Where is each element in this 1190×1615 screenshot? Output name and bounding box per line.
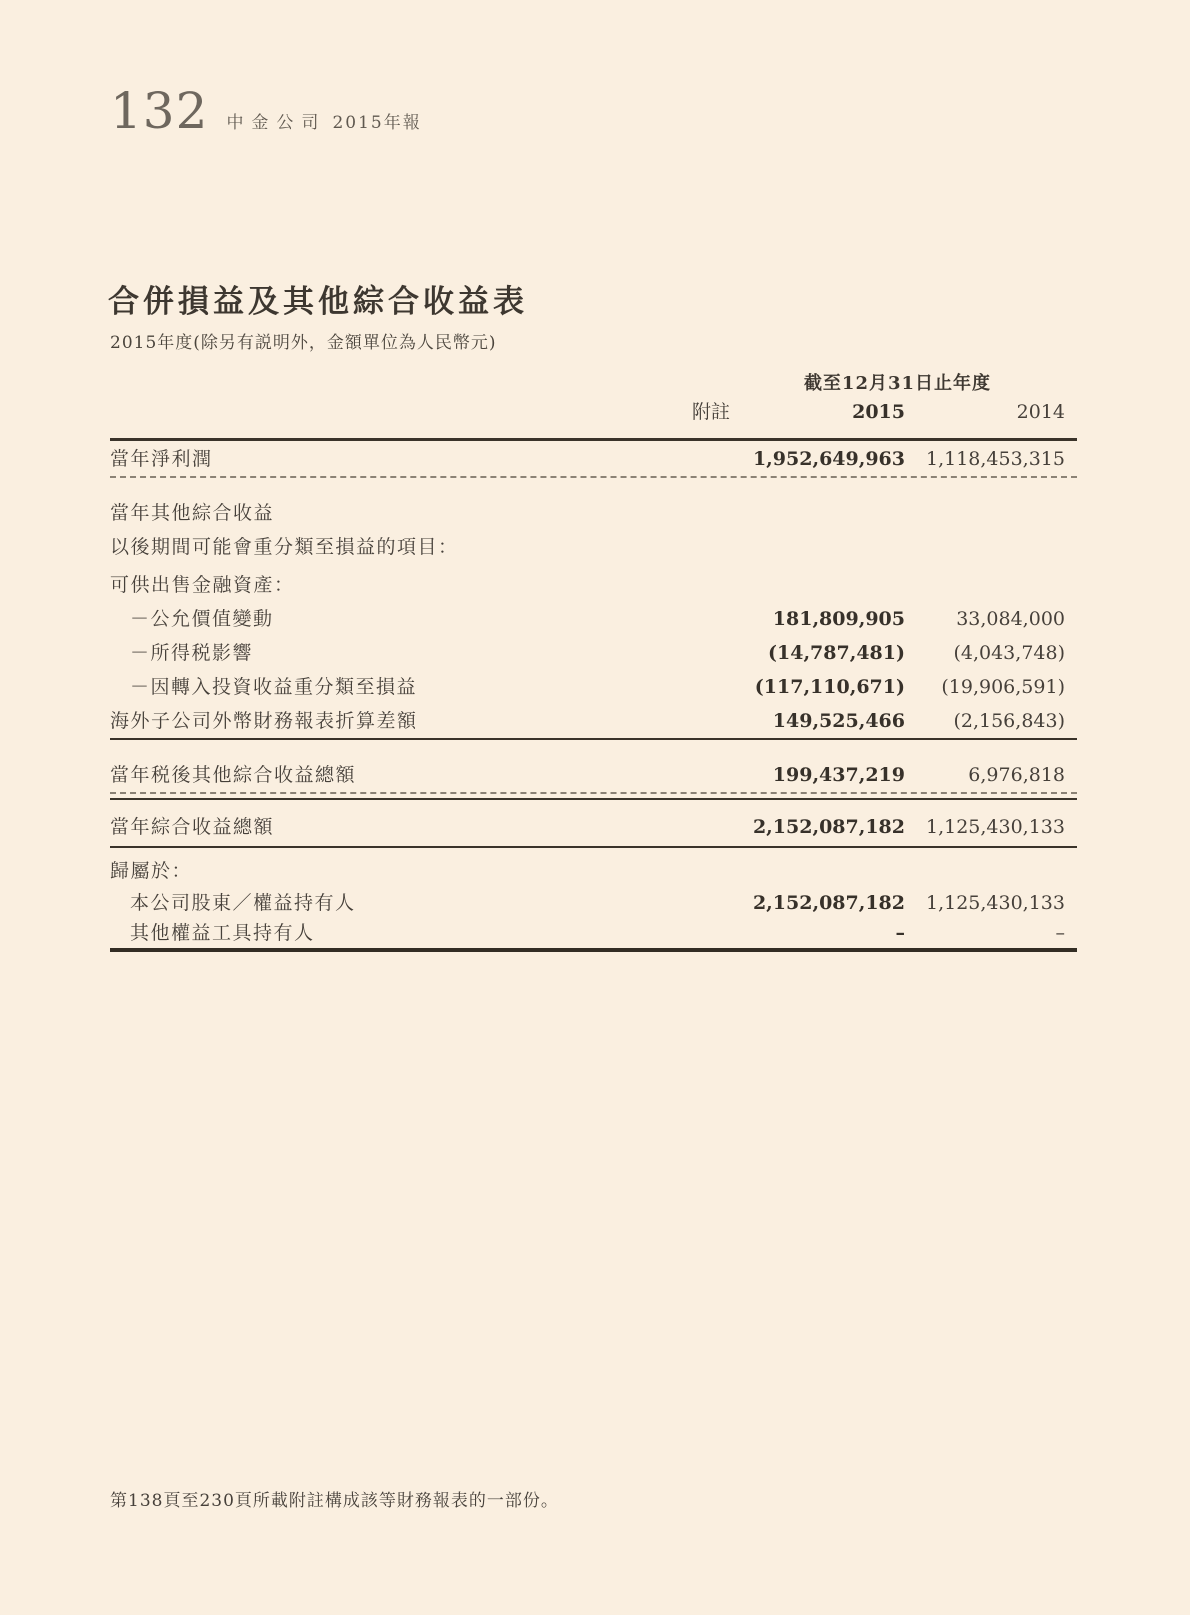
row-label: 當年淨利潤 xyxy=(110,448,213,470)
table-row-income-tax-effect xyxy=(110,636,1077,670)
spacer xyxy=(110,372,730,396)
value-2014: – xyxy=(1055,922,1065,944)
table-row-reclassifiable-heading xyxy=(110,530,1077,564)
row-label: 以後期間可能會重分類至損益的項目： xyxy=(110,536,459,558)
table-row-other-equity-holders xyxy=(110,918,1077,948)
value-2014: 1,125,430,133 xyxy=(925,892,1065,914)
value-2014: (4,043,748) xyxy=(953,642,1065,664)
row-label: 本公司股東／權益持有人 xyxy=(130,892,356,914)
row-label: 當年其他綜合收益 xyxy=(110,502,275,524)
spacer xyxy=(110,400,650,424)
value-2015: 199,437,219 xyxy=(772,764,905,786)
value-2015: (14,787,481) xyxy=(768,642,905,664)
row-label: －公允價值變動 xyxy=(130,608,274,630)
value-2015: (117,110,671) xyxy=(754,676,905,698)
row-label: 可供出售金融資產： xyxy=(110,574,295,596)
row-label: －因轉入投資收益重分類至損益 xyxy=(130,676,418,698)
value-2015: 149,525,466 xyxy=(772,710,905,732)
row-label: 其他權益工具持有人 xyxy=(130,922,315,944)
spacer xyxy=(1065,372,1077,396)
table-row-shareholders xyxy=(110,888,1077,918)
value-2014: 1,125,430,133 xyxy=(925,816,1065,838)
period-header-row xyxy=(110,372,1077,396)
row-label: 當年綜合收益總額 xyxy=(110,816,275,838)
row-label: －所得税影響 xyxy=(130,642,254,664)
double-rule xyxy=(110,948,1077,952)
footnote: 第138頁至230頁所載附註構成該等財務報表的一部份。 xyxy=(110,1491,559,1511)
table-row-total-comprehensive-income xyxy=(110,800,1077,848)
period-header: 截至12月31日止年度 xyxy=(803,373,992,394)
value-2015: 2,152,087,182 xyxy=(752,816,905,838)
value-2014: 33,084,000 xyxy=(956,608,1065,630)
table-row-oci-heading xyxy=(110,496,1077,530)
year-2014-header: 2014 xyxy=(1016,401,1065,423)
table-row-net-profit xyxy=(110,441,1077,478)
table-row-attributable-heading xyxy=(110,854,1077,888)
value-2014: 6,976,818 xyxy=(968,764,1065,786)
column-header-row xyxy=(110,400,1077,424)
row-label: 當年税後其他綜合收益總額 xyxy=(110,764,357,786)
report-edition: 2015年報 xyxy=(332,113,422,133)
value-2014: 1,118,453,315 xyxy=(925,448,1065,470)
table-row-afs-heading xyxy=(110,568,1077,602)
statement-subtitle: 2015年度(除另有説明外，金額單位為人民幣元) xyxy=(110,333,497,353)
statement-title: 合併損益及其他綜合收益表 xyxy=(108,284,528,320)
table-row-total-oci xyxy=(110,758,1077,794)
table-row-exchange-differences xyxy=(110,704,1077,740)
value-2014: (2,156,843) xyxy=(953,710,1065,732)
income-statement-table xyxy=(110,372,1077,952)
table-row-fair-value-change xyxy=(110,602,1077,636)
value-2015: 181,809,905 xyxy=(772,608,905,630)
row-label: 歸屬於： xyxy=(110,860,193,882)
year-2015-header: 2015 xyxy=(852,401,905,423)
value-2014: (19,906,591) xyxy=(941,676,1065,698)
running-head xyxy=(110,82,422,140)
value-2015: – xyxy=(895,922,905,944)
value-2015: 1,952,649,963 xyxy=(752,448,905,470)
value-2015: 2,152,087,182 xyxy=(752,892,905,914)
company-name: 中金公司 xyxy=(226,113,327,133)
page-number: 132 xyxy=(110,82,209,140)
table-header xyxy=(110,372,1077,441)
table-row-reclassified-to-pl xyxy=(110,670,1077,704)
row-label: 海外子公司外幣財務報表折算差額 xyxy=(110,710,418,732)
notes-column-header: 附註 xyxy=(691,401,730,423)
